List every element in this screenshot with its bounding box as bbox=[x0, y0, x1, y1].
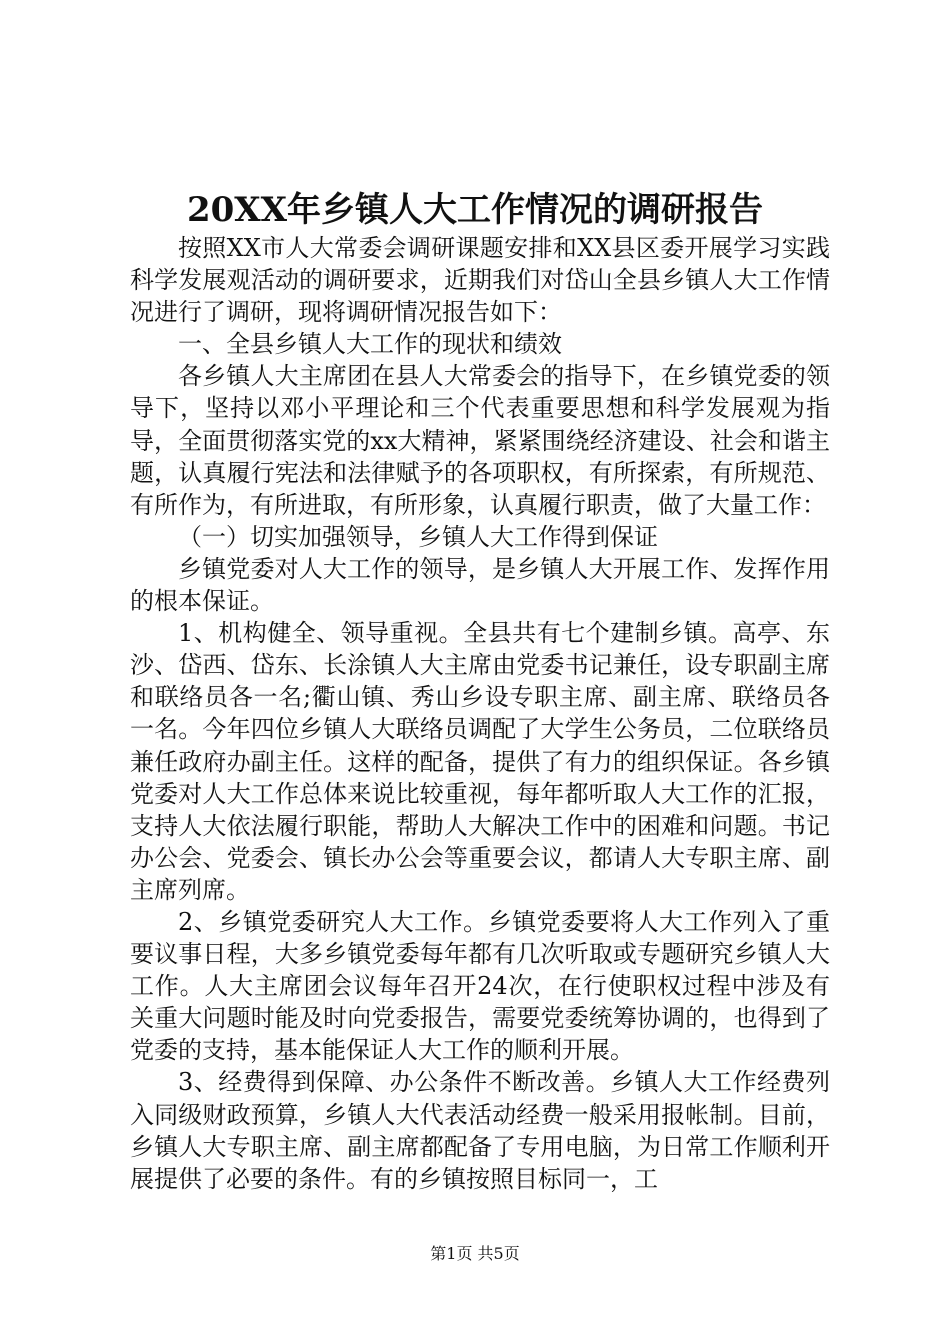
item-paragraph-3: 3、经费得到保障、办公条件不断改善。乡镇人大工作经费列入同级财政预算，乡镇人大代表活动经费一般采用报帐制。目前，乡镇人大专职主席、副主席都配备了专用电脑，为日常工作顺利开展提供了必要的条件。有的乡镇按照目标同一，工 bbox=[130, 1068, 830, 1193]
intro-paragraph: 按照XX市人大常委会调研课题安排和XX县区委开展学习实践科学发展观活动的调研要求，近期我们对岱山全县乡镇人大工作情况进行了调研，现将调研情况报告如下： bbox=[130, 234, 830, 327]
document-title: 20XX年乡镇人大工作情况的调研报告 bbox=[186, 190, 764, 230]
page-number-footer: 第1页 共5页 bbox=[430, 1244, 520, 1263]
section-heading-1: 一、全县乡镇人大工作的现状和绩效 bbox=[178, 330, 562, 359]
item-paragraph-1: 1、机构健全、领导重视。全县共有七个建制乡镇。高亭、东沙、岱西、岱东、长涂镇人大主席由党委书记兼任，设专职副主席和联络员各一名;衢山镇、秀山乡设专职主席、副主席、联络员各一名。今年四位乡镇人大联络员调配了大学生公务员，二位联络员兼任政府办副主任。这样的配备，提供了有力的组织保证。各乡镇党委对人大工作总体来说比较重视，每年都听取人大工作的汇报，支持人大依法履行职能，帮助人大解决工作中的困难和问题。书记办公会、党委会、镇长办公会等重要会议，都请人大专职主席、副主席列席。 bbox=[130, 619, 830, 904]
body-paragraph: 各乡镇人大主席团在县人大常委会的指导下，在乡镇党委的领导下，坚持以邓小平理论和三个代表重要思想和科学发展观为指导，全面贯彻落实党的xx大精神，紧紧围绕经济建设、社会和谐主题，认真履行宪法和法律赋予的各项职权，有所探索，有所规范、有所作为，有所进取，有所形象，认真履行职责，做了大量工作： bbox=[130, 362, 830, 519]
document-body bbox=[130, 232, 830, 1195]
body-paragraph: 乡镇党委对人大工作的领导，是乡镇人大开展工作、发挥作用的根本保证。 bbox=[130, 554, 830, 616]
item-paragraph-2: 2、乡镇党委研究人大工作。乡镇党委要将人大工作列入了重要议事日程，大多乡镇党委每年都有几次听取或专题研究乡镇人大工作。人大主席团会议每年召开24次，在行使职权过程中涉及有关重大问题时能及时向党委报告，需要党委统筹协调的，也得到了党委的支持，基本能保证人大工作的顺利开展。 bbox=[130, 907, 830, 1065]
subsection-heading-1: （一）切实加强领导，乡镇人大工作得到保证 bbox=[178, 522, 658, 551]
